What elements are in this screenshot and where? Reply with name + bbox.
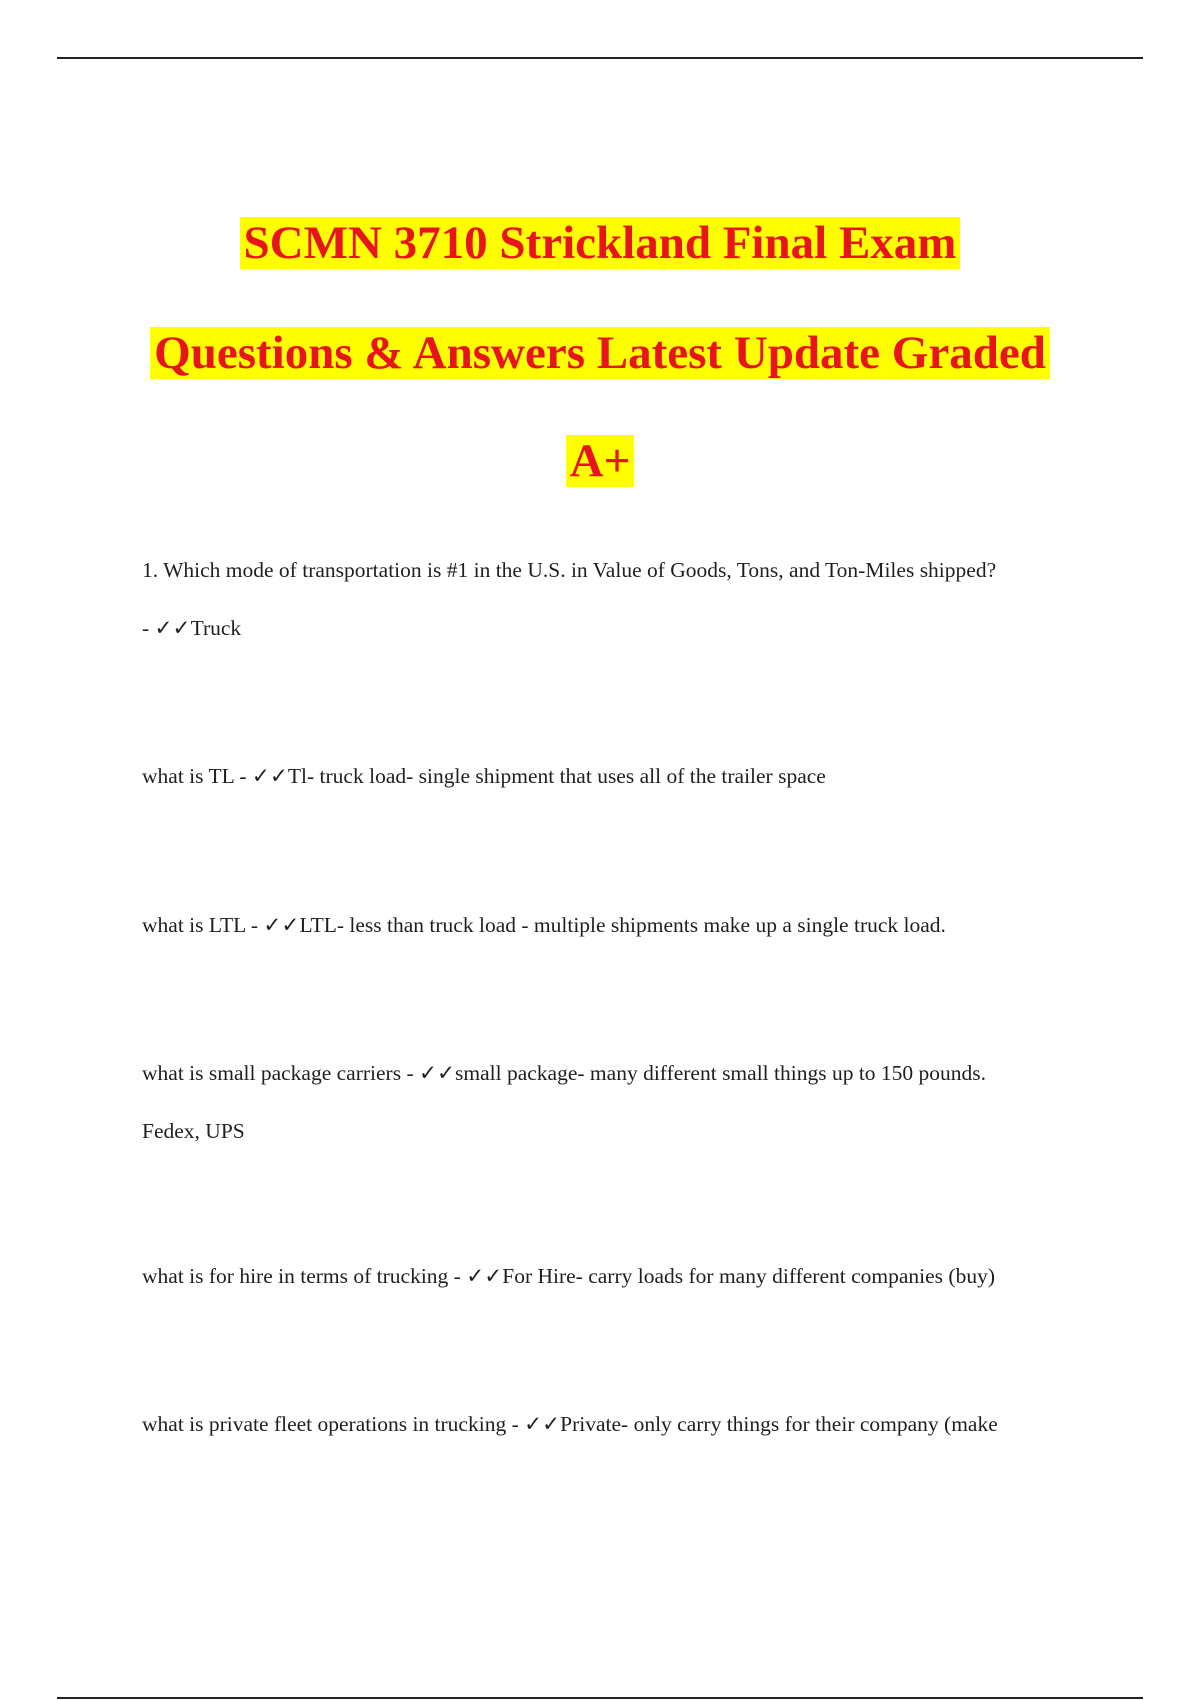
document-title-line-1: SCMN 3710 Strickland Final Exam: [0, 215, 1200, 271]
qa-item-6-text: what is private fleet operations in trucking - ✓✓Private- only carry things for their company (make: [142, 1412, 998, 1436]
qa-item-3: [142, 896, 1062, 954]
qa-item-2-text: what is TL - ✓✓Tl- truck load- single shipment that uses all of the trailer space: [142, 764, 826, 788]
document-title-line-2: Questions & Answers Latest Update Graded: [0, 325, 1200, 381]
qa-item-1-question: 1. Which mode of transportation is #1 in the U.S. in Value of Goods, Tons, and Ton-Miles shipped?: [142, 558, 997, 582]
qa-item-4-continuation: Fedex, UPS: [142, 1119, 245, 1143]
bottom-rule: [57, 1697, 1143, 1699]
qa-item-5-text: what is for hire in terms of trucking - ✓✓For Hire- carry loads for many different companies (buy): [142, 1264, 995, 1288]
qa-item-1-answer: - ✓✓Truck: [142, 616, 242, 640]
qa-item-1: [142, 541, 1062, 657]
document-title-line-3: A+: [0, 433, 1200, 489]
qa-item-5: [142, 1247, 1062, 1305]
qa-item-2: [142, 747, 1062, 805]
qa-item-4-text: what is small package carriers - ✓✓small package- many different small things up to 150 pounds.: [142, 1061, 987, 1085]
qa-item-4: [142, 1044, 1062, 1160]
top-rule: [57, 57, 1143, 59]
qa-item-6: [142, 1395, 1062, 1453]
qa-item-3-text: what is LTL - ✓✓LTL- less than truck load - multiple shipments make up a single truck load.: [142, 913, 946, 937]
